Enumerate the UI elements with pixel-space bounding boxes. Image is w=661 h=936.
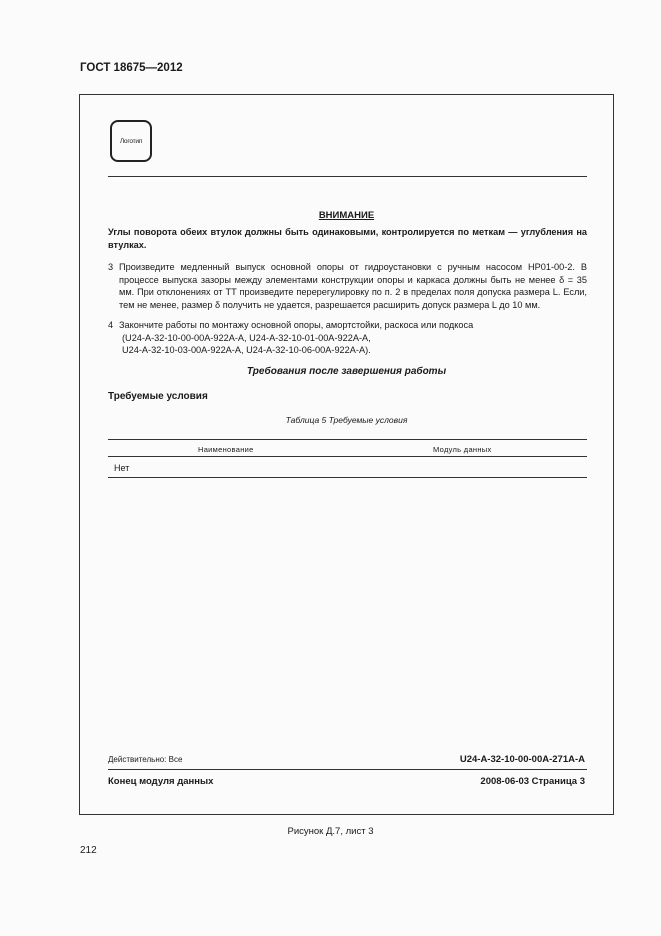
table-top-rule bbox=[108, 439, 587, 440]
footer-divider bbox=[108, 769, 587, 770]
date-page: 2008-06-03 Страница 3 bbox=[480, 776, 585, 787]
validity-label: Действительно: Все bbox=[108, 755, 183, 764]
warning-text: Углы поворота обеих втулок должны быть одинаковыми, контролируется по меткам — углубления на втулках. bbox=[108, 227, 587, 250]
step-text: Произведите медленный выпуск основной опоры от гидроустановки с ручным насосом НР01-00-2. В процессе выпуска зазоры между элементами конструкции опоры и каркаса должны быть не менее δ = 35 мм. При отклонениях от ТТ произведите перерегулировку по п. 2 в пределах поля допуска размера L. Если, тем не менее, размер δ получить не удается, разрешается расширить допуск размера L до 10 мм. bbox=[119, 262, 587, 310]
table-cell: Нет bbox=[114, 463, 130, 473]
step-number: 4 bbox=[108, 320, 114, 330]
step-4 bbox=[108, 319, 587, 357]
table-bottom-rule bbox=[108, 477, 587, 478]
page-number: 212 bbox=[80, 845, 97, 856]
figure-caption: Рисунок Д.7, лист 3 bbox=[287, 826, 374, 837]
step-number: 3 bbox=[108, 262, 114, 272]
document-header: ГОСТ 18675—2012 bbox=[80, 62, 183, 74]
data-module-frame bbox=[79, 94, 614, 815]
table-header-name: Наименование bbox=[198, 445, 254, 454]
step-reference: (U24-A-32-10-00-00A-922A-A, U24-A-32-10-01-00A-922A-A, bbox=[122, 332, 371, 343]
table-header-module: Модуль данных bbox=[433, 445, 492, 454]
warning-title: ВНИМАНИЕ bbox=[318, 210, 375, 221]
table-header-rule bbox=[108, 456, 587, 457]
logo-placeholder bbox=[110, 120, 152, 162]
table-caption: Таблица 5 Требуемые условия bbox=[285, 415, 408, 425]
step-reference: U24-A-32-10-03-00A-922A-A, U24-A-32-10-06-00A-922A-A). bbox=[122, 345, 371, 355]
end-of-module: Конец модуля данных bbox=[108, 776, 214, 787]
section-title: Требования после завершения работы bbox=[246, 366, 447, 377]
header-divider bbox=[108, 176, 587, 177]
module-code: U24-A-32-10-00-00A-271A-A bbox=[459, 754, 585, 765]
step-text: Закончите работы по монтажу основной опоры, амортстойки, раскоса или подкоса bbox=[119, 320, 474, 330]
requirements-heading: Требуемые условия bbox=[108, 391, 208, 402]
logo-text: Логотип bbox=[119, 137, 143, 145]
step-3 bbox=[108, 261, 587, 311]
